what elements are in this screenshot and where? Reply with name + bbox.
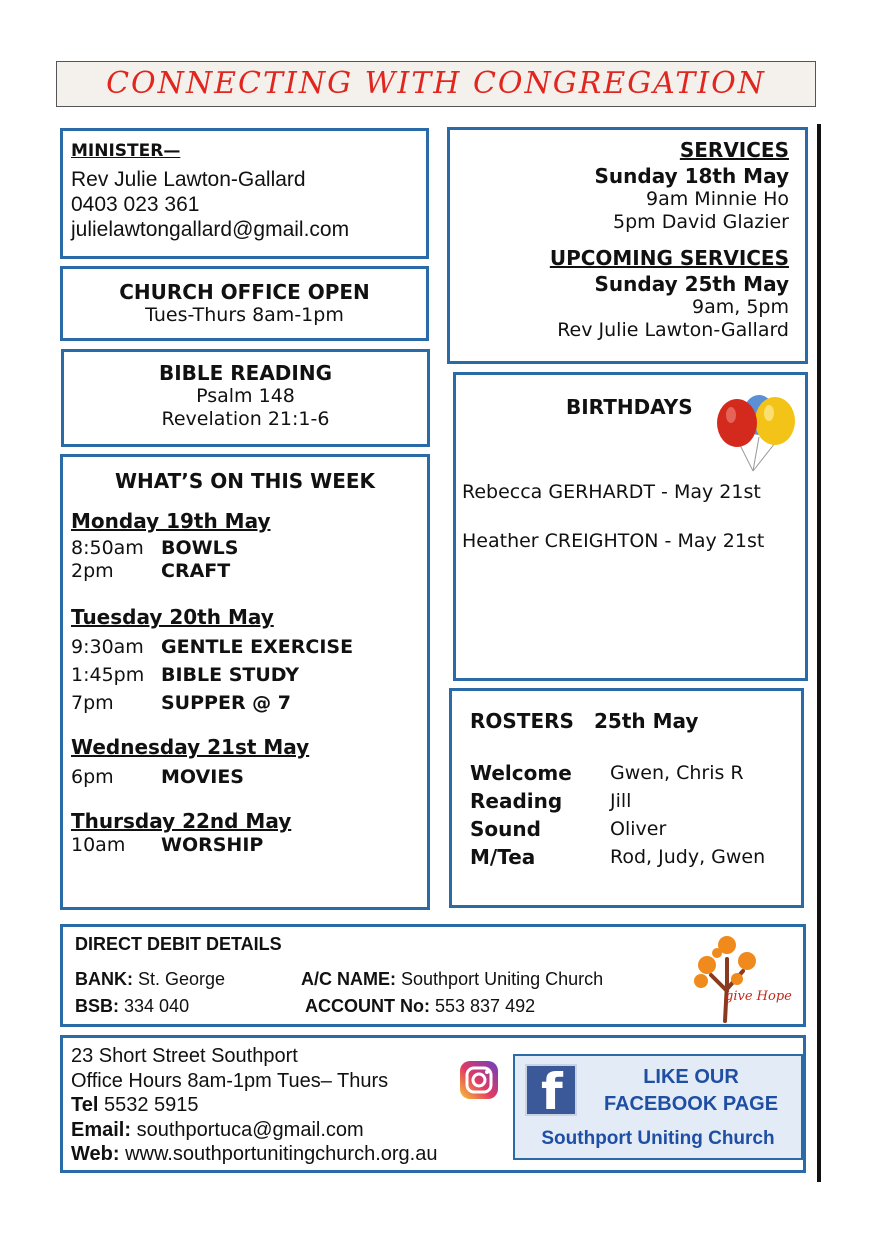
bsb-label: BSB: xyxy=(75,996,119,1016)
day-heading: Tuesday 20th May xyxy=(71,605,274,629)
upcoming-date: Sunday 25th May xyxy=(594,272,789,296)
roster-names: Oliver xyxy=(610,818,667,840)
whats-on-heading: WHAT’S ON THIS WEEK xyxy=(114,469,376,493)
balloons-icon xyxy=(711,391,799,473)
birthdays-heading: BIRTHDAYS xyxy=(566,395,693,419)
bank-label: BANK: xyxy=(75,969,133,989)
bible-box xyxy=(61,349,430,447)
office-box xyxy=(60,266,429,341)
tel-value: 5532 5915 xyxy=(103,1094,199,1116)
contact-hours: Office Hours 8am-1pm Tues– Thurs xyxy=(71,1069,389,1092)
services-heading: SERVICES xyxy=(679,138,789,162)
give-hope-tree-icon xyxy=(687,931,767,1023)
day-heading: Thursday 22nd May xyxy=(71,809,292,833)
upcoming-line: Rev Julie Lawton-Gallard xyxy=(557,319,789,341)
contact-address: 23 Short Street Southport xyxy=(71,1045,298,1067)
web-link[interactable]: www.southportunitingchurch.org.au xyxy=(125,1143,438,1165)
services-box xyxy=(447,127,808,364)
roster-role: Welcome xyxy=(470,761,572,785)
roster-role: Reading xyxy=(470,789,563,813)
upcoming-heading: UPCOMING SERVICES xyxy=(549,246,789,270)
birthday-entry: Rebecca GERHARDT - May 21st xyxy=(462,481,761,503)
event-time: 1:45pm xyxy=(71,664,145,686)
facebook-line1: LIKE OUR xyxy=(643,1066,739,1088)
event-time: 10am xyxy=(71,834,126,856)
birthdays-box xyxy=(453,372,808,681)
facebook-page-name: Southport Uniting Church xyxy=(541,1128,775,1149)
event-time: 7pm xyxy=(71,692,114,714)
facebook-icon xyxy=(525,1063,577,1121)
roster-names: Jill xyxy=(610,790,632,812)
upcoming-line: 9am, 5pm xyxy=(692,296,789,318)
bible-reading-1: Psalm 148 xyxy=(196,385,295,407)
contact-box xyxy=(60,1035,806,1173)
web-label: Web: xyxy=(71,1143,120,1165)
rosters-box xyxy=(449,688,804,908)
event-time: 8:50am xyxy=(71,537,144,559)
email-link[interactable]: southportuca@gmail.com xyxy=(136,1118,364,1141)
roster-role: Sound xyxy=(470,817,541,841)
event-name: MOVIES xyxy=(161,766,244,788)
event-name: BIBLE STUDY xyxy=(161,664,299,686)
debit-heading: DIRECT DEBIT DETAILS xyxy=(75,934,282,954)
event-time: 9:30am xyxy=(71,636,144,658)
birthday-entry: Heather CREIGHTON - May 21st xyxy=(462,530,765,552)
minister-name: Rev Julie Lawton-Gallard xyxy=(71,168,306,191)
give-hope-text: give Hope xyxy=(725,989,792,1004)
event-name: GENTLE EXERCISE xyxy=(161,636,354,658)
minister-phone: 0403 023 361 xyxy=(71,193,200,216)
office-hours: Tues-Thurs 8am-1pm xyxy=(145,304,344,326)
instagram-icon[interactable] xyxy=(459,1060,499,1100)
bsb-value: 334 040 xyxy=(124,996,190,1016)
acname-label: A/C NAME: xyxy=(301,969,396,989)
roster-names: Gwen, Chris R xyxy=(610,762,744,784)
minister-email: julielawtongallard@gmail.com xyxy=(71,218,350,241)
page-title: CONNECTING WITH CONGREGATION xyxy=(106,66,766,101)
minister-box xyxy=(60,128,429,259)
service-line: 9am Minnie Ho xyxy=(646,188,789,210)
services-date: Sunday 18th May xyxy=(594,164,789,188)
bible-reading-2: Revelation 21:1-6 xyxy=(161,408,330,430)
page-title-bar xyxy=(56,61,816,107)
facebook-line2: FACEBOOK PAGE xyxy=(603,1093,779,1115)
acname-value: Southport Uniting Church xyxy=(401,969,604,989)
minister-heading: MINISTER— xyxy=(71,141,181,161)
account-label: ACCOUNT No: xyxy=(305,996,430,1016)
direct-debit-box xyxy=(60,924,806,1027)
tel-label: Tel xyxy=(71,1094,99,1116)
facebook-icon-letter: f xyxy=(541,1063,563,1121)
rosters-date: 25th May xyxy=(594,709,699,733)
bible-heading: BIBLE READING xyxy=(158,361,333,385)
day-heading: Wednesday 21st May xyxy=(71,735,310,759)
day-heading: Monday 19th May xyxy=(71,509,271,533)
event-name: SUPPER @ 7 xyxy=(161,692,292,714)
event-name: CRAFT xyxy=(161,560,231,582)
roster-role: M/Tea xyxy=(470,845,536,869)
whats-on-box xyxy=(60,454,430,910)
account-value: 553 837 492 xyxy=(435,996,536,1016)
event-time: 6pm xyxy=(71,766,114,788)
rosters-heading: ROSTERS xyxy=(470,709,574,733)
email-label: Email: xyxy=(71,1118,132,1141)
roster-names: Rod, Judy, Gwen xyxy=(610,846,766,868)
event-time: 2pm xyxy=(71,560,114,582)
event-name: WORSHIP xyxy=(161,834,264,856)
vertical-divider xyxy=(817,124,821,1182)
service-line: 5pm David Glazier xyxy=(613,211,789,233)
bank-value: St. George xyxy=(138,969,226,989)
office-heading: CHURCH OFFICE OPEN xyxy=(119,280,370,304)
facebook-panel[interactable] xyxy=(513,1054,803,1160)
event-name: BOWLS xyxy=(161,537,239,559)
